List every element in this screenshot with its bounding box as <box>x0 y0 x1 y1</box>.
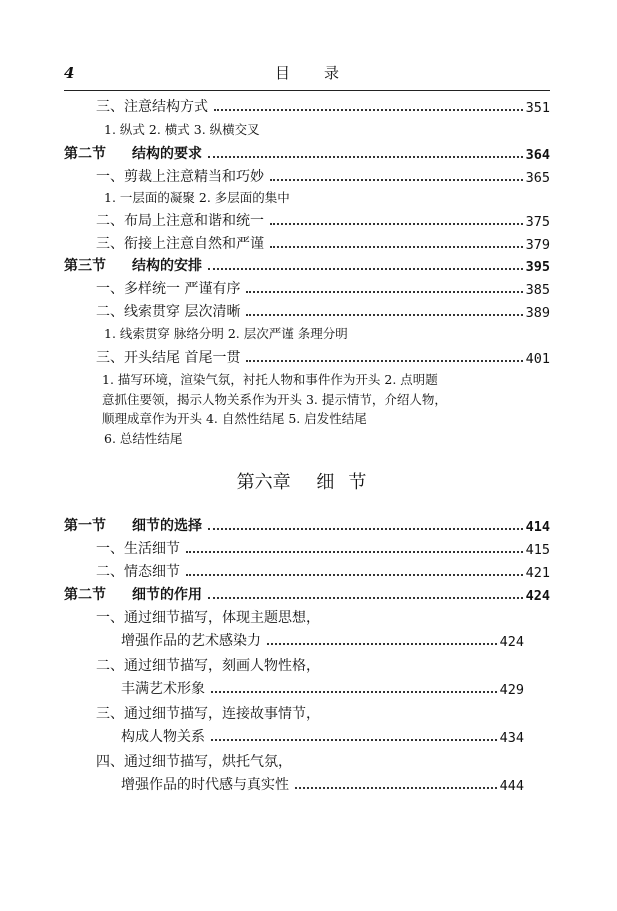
dot-leader <box>270 178 523 181</box>
toc-entry: 二、线索贯穿 层次清晰 389 <box>96 304 550 321</box>
page-ref: 424 <box>499 634 524 650</box>
dot-leader <box>186 573 523 576</box>
header-rule <box>64 90 550 91</box>
toc-entry: 三、注意结构方式 351 <box>96 99 550 116</box>
page-ref: 421 <box>525 565 550 581</box>
page-ref: 414 <box>525 519 550 535</box>
toc-entry: 一、剪裁上注意精当和巧妙 365 <box>96 169 550 186</box>
toc-entry: 一、多样统一 严谨有序 385 <box>96 281 550 298</box>
page-ref: 379 <box>525 237 550 253</box>
chapter-title: 细节 <box>316 472 381 493</box>
chapter-number: 第六章 <box>236 472 291 493</box>
toc-subitems: 1. 纵式 2. 横式 3. 纵横交叉 <box>104 122 260 137</box>
dot-leader <box>208 527 523 530</box>
toc-entry: 三、开头结尾 首尾一贯 401 <box>96 350 550 367</box>
dot-leader <box>246 290 522 293</box>
subitem-paragraph <box>102 370 522 448</box>
dot-leader <box>208 267 523 270</box>
toc-entry-line1: 一、通过细节描写，体现主题思想， <box>96 610 320 626</box>
chapter-heading <box>0 468 617 494</box>
page-ref: 444 <box>499 778 524 794</box>
page-ref: 434 <box>499 730 524 746</box>
toc-entry: 一、生活细节 415 <box>96 541 550 558</box>
dot-leader <box>270 222 523 225</box>
dot-leader <box>267 642 497 645</box>
toc-entry-line2: 丰满艺术形象 429 <box>121 681 524 698</box>
toc-entry: 二、布局上注意和谐和统一 375 <box>96 213 550 230</box>
paragraph-line: 6. 总结性结尾 <box>104 430 183 446</box>
dot-leader <box>208 596 523 599</box>
page-ref: 364 <box>525 147 550 163</box>
page-ref: 415 <box>525 542 550 558</box>
toc-entry: 三、衔接上注意自然和严谨 379 <box>96 236 550 253</box>
dot-leader <box>211 738 497 741</box>
paragraph-line: 意抓住要领，揭示人物关系作为开头 3. 提示情节，介绍人物， <box>102 391 447 407</box>
page-ref: 429 <box>499 682 524 698</box>
dot-leader <box>246 359 522 362</box>
page-ref: 385 <box>525 282 550 298</box>
toc-section: 第三节 结构的安排 395 <box>64 258 550 275</box>
dot-leader <box>214 108 523 111</box>
toc-entry-line2: 增强作品的时代感与真实性 444 <box>121 777 524 794</box>
toc-entry-line2: 构成人物关系 434 <box>121 729 524 746</box>
page-number: 4 <box>64 64 75 82</box>
toc-subitems: 1. 一层面的凝聚 2. 多层面的集中 <box>104 190 290 205</box>
toc-section: 第二节 结构的要求 364 <box>64 146 550 163</box>
page-ref: 365 <box>525 170 550 186</box>
toc-section: 第二节 细节的作用 424 <box>64 587 550 604</box>
page-ref: 389 <box>525 305 550 321</box>
page-header <box>64 62 550 86</box>
paragraph-line: 1. 描写环境，渲染气氛，衬托人物和事件作为开头 2. 点明题 <box>102 372 438 387</box>
page-ref: 375 <box>525 214 550 230</box>
toc-entry-line1: 二、通过细节描写，刻画人物性格， <box>96 658 320 674</box>
page-ref: 395 <box>525 259 550 275</box>
dot-leader <box>246 313 522 316</box>
paragraph-line: 顺理成章作为开头 4. 自然性结尾 5. 启发性结尾 <box>102 411 367 426</box>
dot-leader <box>211 690 497 693</box>
page-ref: 401 <box>525 351 550 367</box>
toc-entry-line1: 三、通过细节描写，连接故事情节， <box>96 706 320 722</box>
toc-entry-line1: 四、通过细节描写，烘托气氛， <box>96 754 292 770</box>
toc-subitems: 1. 线索贯穿 脉络分明 2. 层次严谨 条理分明 <box>104 326 348 341</box>
toc-entry: 二、情态细节 421 <box>96 564 550 581</box>
page-ref: 351 <box>525 100 550 116</box>
running-title: 目录 <box>274 64 373 82</box>
dot-leader <box>208 155 523 158</box>
dot-leader <box>295 786 497 789</box>
page-ref: 424 <box>525 588 550 604</box>
dot-leader <box>270 245 523 248</box>
toc-entry-line2: 增强作品的艺术感染力 424 <box>121 633 524 650</box>
dot-leader <box>186 550 523 553</box>
toc-section: 第一节 细节的选择 414 <box>64 518 550 535</box>
